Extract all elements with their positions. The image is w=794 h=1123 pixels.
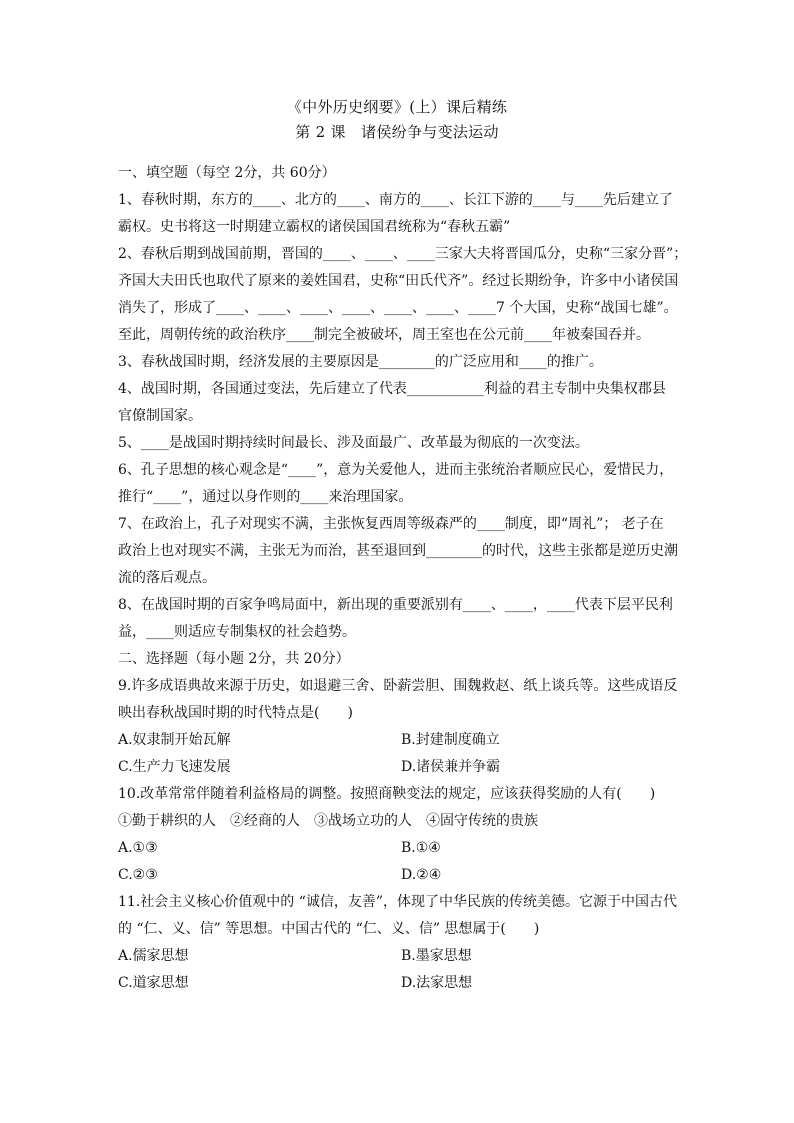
question-4 [118, 376, 678, 430]
worksheet-content [118, 160, 688, 997]
question-line: 8、在战国时期的百家争鸣局面中，新出现的重要派别有____、____，____代表下层平民利 [118, 597, 673, 613]
options-row [118, 727, 678, 754]
options-row [118, 862, 678, 889]
question-line: 7、在政治上，孔子对现实不满，主张恢复西周等级森严的____制度，即“周礼”； 老子在 [118, 516, 664, 532]
question-line: 3、春秋战国时期，经济发展的主要原因是________的广泛应用和____的推广。 [118, 354, 603, 370]
question-line: 映出春秋战国时期的时代特点是( ) [118, 705, 353, 721]
question-line: 流的落后观点。 [118, 570, 216, 586]
option-a: A.儒家思想 [118, 948, 189, 964]
question-line: 官僚制国家。 [118, 408, 202, 424]
question-line: 霸权。史书将这一时期建立霸权的诸侯国国君统称为“春秋五霸” [118, 219, 511, 235]
question-2 [118, 241, 688, 349]
question-line: 益，____则适应专制集权的社会趋势。 [118, 624, 356, 640]
question-1 [118, 187, 678, 241]
question-line: 政治上也对现实不满，主张无为而治，甚至退回到________的时代，这些主张都是逆历史潮 [118, 543, 678, 559]
option-c: C.②③ [118, 867, 158, 883]
question-11 [118, 889, 678, 997]
options-row [118, 943, 678, 970]
options-row [118, 835, 678, 862]
option-c: C.生产力飞速发展 [118, 759, 231, 775]
option-b: B.封建制度确立 [401, 732, 500, 748]
question-line: 推行“____”，通过以身作则的____来治理国家。 [118, 489, 413, 505]
question-line: 4、战国时期，各国通过变法，先后建立了代表___________利益的君主专制中央集权郡县 [118, 381, 666, 397]
question-line: 11.社会主义核心价值观中的 “诚信，友善”，体现了中华民族的传统美德。它源于中国古代 [118, 894, 678, 910]
options-row [118, 754, 678, 781]
question-line: 10.改革常常伴随着利益格局的调整。按照商鞅变法的规定，应该获得奖励的人有( ) [118, 786, 656, 802]
question-line: 消失了，形成了____、____、____、____、____、____、____7 个大国，史称“战国七雄”。 [118, 300, 678, 316]
question-line: 的 “仁、义、信” 等思想。中国古代的 “仁、义、信” 思想属于( ) [118, 921, 540, 937]
option-a: A.奴隶制开始瓦解 [118, 732, 231, 748]
section-heading-fill-blank: 一、填空题（每空 2分，共 60分） [118, 165, 336, 181]
options-row [118, 970, 678, 997]
question-6 [118, 457, 678, 511]
question-line: 5、____是战国时期持续时间最长、涉及面最广、改革最为彻底的一次变法。 [118, 435, 589, 451]
question-line: 9.许多成语典故来源于历史，如退避三舍、卧薪尝胆、围魏救赵、纸上谈兵等。这些成语反 [118, 678, 678, 694]
option-a: A.①③ [118, 840, 158, 856]
document-title: 《中外历史纲要》(上）课后精练 [286, 98, 508, 116]
question-5 [118, 430, 678, 457]
question-line: 齐国大夫田氏也取代了原来的姜姓国君，史称“田氏代齐”。经过长期纷争，许多中小诸侯国 [118, 273, 679, 289]
option-b: B.①④ [401, 840, 441, 856]
option-d: D.②④ [401, 867, 442, 883]
question-line: 2、春秋后期到战国前期，晋国的____、____、____三家大夫将晋国瓜分，史称“三家分晋”； [118, 246, 688, 262]
question-3 [118, 349, 678, 376]
question-9 [118, 673, 678, 781]
option-d: D.诸侯兼并争霸 [401, 759, 501, 775]
option-c: C.道家思想 [118, 975, 189, 991]
option-d: D.法家思想 [401, 975, 473, 991]
question-7 [118, 511, 678, 592]
question-line: 1、春秋时期，东方的____、北方的____、南方的____、长江下游的____与____先后建立了 [118, 192, 673, 208]
section-heading-multiple-choice: 二、选择题（每小题 2分，共 20分） [118, 651, 350, 667]
title-block [0, 95, 794, 145]
question-8 [118, 592, 678, 646]
question-line: ①勤于耕织的人 ②经商的人 ③战场立功的人 ④固守传统的贵族 [118, 813, 538, 829]
lesson-subtitle: 第 2 课 诸侯纷争与变法运动 [295, 123, 499, 141]
option-b: B.墨家思想 [401, 948, 472, 964]
question-line: 6、孔子思想的核心观念是“____”，意为关爱他人，进而主张统治者顺应民心，爱惜民力， [118, 462, 674, 478]
question-line: 至此，周朝传统的政治秩序____制完全被破坏，周王室也在公元前____年被秦国吞并。 [118, 327, 650, 343]
question-10 [118, 781, 678, 889]
